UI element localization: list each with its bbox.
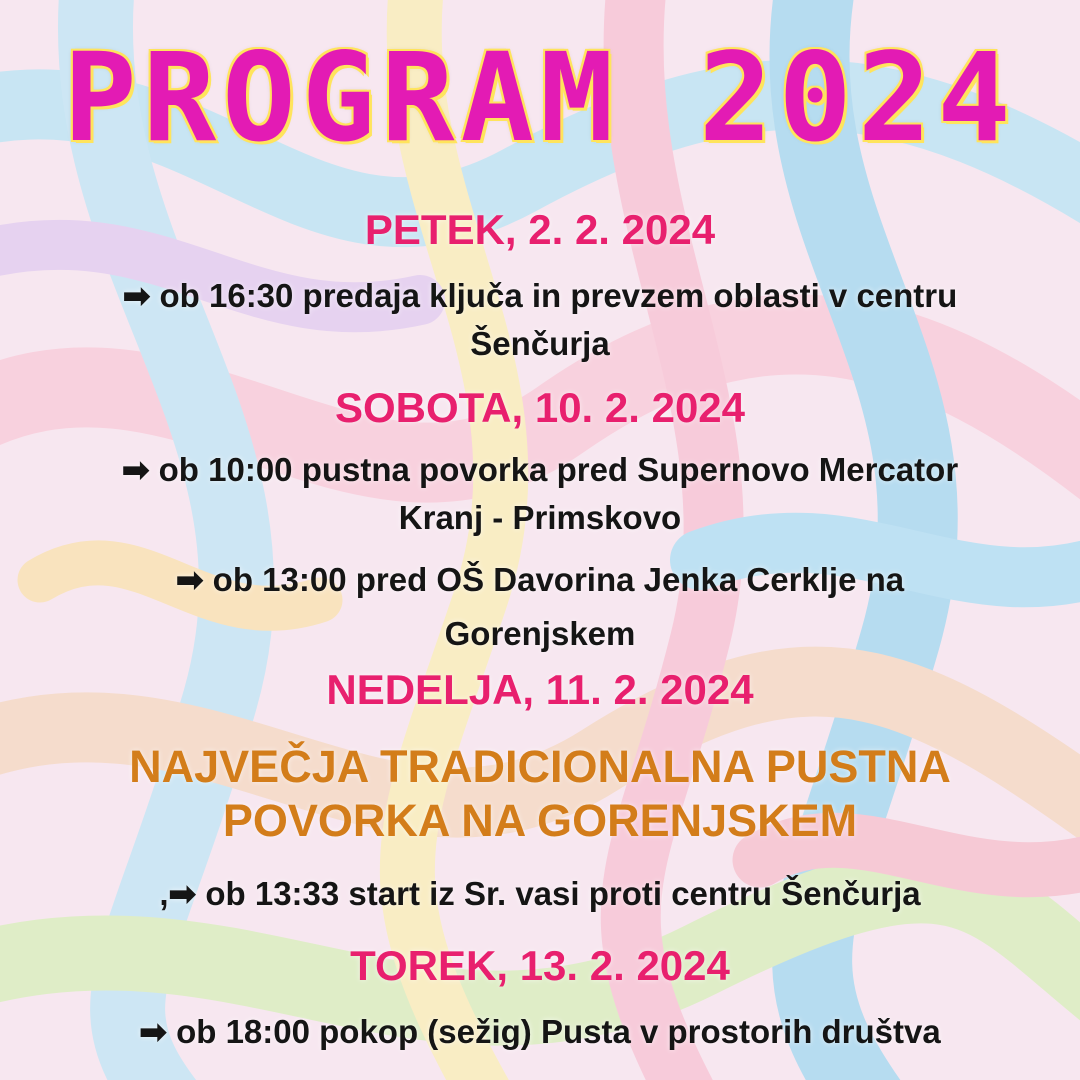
day-heading-saturday: SOBOTA, 10. 2. 2024 (334, 384, 746, 431)
event-line: ➡ ob 18:00 pokop (sežig) Pusta v prostorih društva (139, 1013, 941, 1050)
event-item (20, 870, 1060, 918)
event-item (20, 446, 1060, 542)
event-line: ➡ ob 13:00 pred OŠ Davorina Jenka Cerklje na (175, 561, 905, 598)
event-item (20, 1008, 1060, 1056)
day-heading-tuesday: TOREK, 13. 2. 2024 (350, 942, 730, 989)
event-item (20, 272, 1060, 368)
page-title: PROGRAM 2024 (63, 27, 1017, 169)
event-line: Šenčurja (470, 325, 610, 362)
day-heading-friday: PETEK, 2. 2. 2024 (364, 206, 716, 253)
event-item (20, 553, 1060, 661)
event-line: ➡ ob 16:30 predaja ključa in prevzem oblasti v centru (122, 277, 958, 314)
event-line: Gorenjskem (444, 615, 636, 652)
day-heading-sunday: NEDELJA, 11. 2. 2024 (326, 666, 754, 713)
event-line: Kranj - Primskovo (398, 499, 682, 536)
event-line: ,➡ ob 13:33 start iz Sr. vasi proti centru Šenčurja (159, 875, 921, 912)
highlight-line: POVORKA NA GORENJSKEM (222, 795, 858, 846)
highlight-title (20, 740, 1060, 848)
highlight-line: NAJVEČJA TRADICIONALNA PUSTNA (129, 741, 951, 792)
event-line: ➡ ob 10:00 pustna povorka pred Supernovo Mercator (121, 451, 959, 488)
